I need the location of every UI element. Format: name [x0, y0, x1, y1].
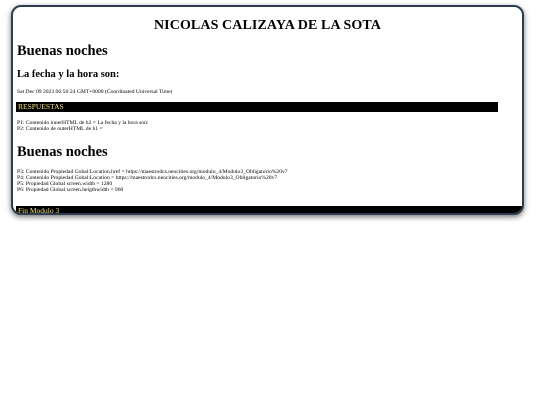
- greeting-heading-2: Buenas noches: [17, 144, 108, 160]
- answer-line-p6: P6: Propiedad Global screen.heigthwidth = 960: [17, 187, 124, 193]
- answer-line-p1: P1: Contenido innerHTML de h2 = La fecha y la hora son:: [17, 120, 149, 126]
- datetime-text: Sat Dec 09 2023 06:56:24 GMT+0000 (Coordinated Universal Time): [17, 89, 173, 95]
- respuestas-bar: [16, 102, 498, 112]
- footer-bar: [16, 206, 522, 215]
- answer-line-p3: P3: Contenido Propiedad Gobal:Location.href = https://maestrodcs.neocities.org/modulo_4/Modulo3_Obligatorio%20v7: [17, 169, 288, 175]
- page-title: NICOLAS CALIZAYA DE LA SOTA: [153, 18, 382, 33]
- respuestas-label: RESPUESTAS: [18, 102, 64, 111]
- answer-line-p2: P2: Contenido de outerHTML de h1 =: [17, 126, 103, 132]
- date-subtitle: La fecha y la hora son:: [17, 69, 120, 80]
- content-card: [11, 5, 524, 215]
- greeting-heading: Buenas noches: [17, 43, 108, 59]
- footer-label: Fin Modulo 3: [18, 206, 60, 215]
- answer-line-p5: P5: Propiedad Global screen.width = 1280: [17, 181, 113, 187]
- answer-line-p4: P4: Contenido Propiedad Gobal:Location = https://maestrodcs.neocities.org/modulo_4/Modulo3_Obligatorio%20v7: [17, 175, 278, 181]
